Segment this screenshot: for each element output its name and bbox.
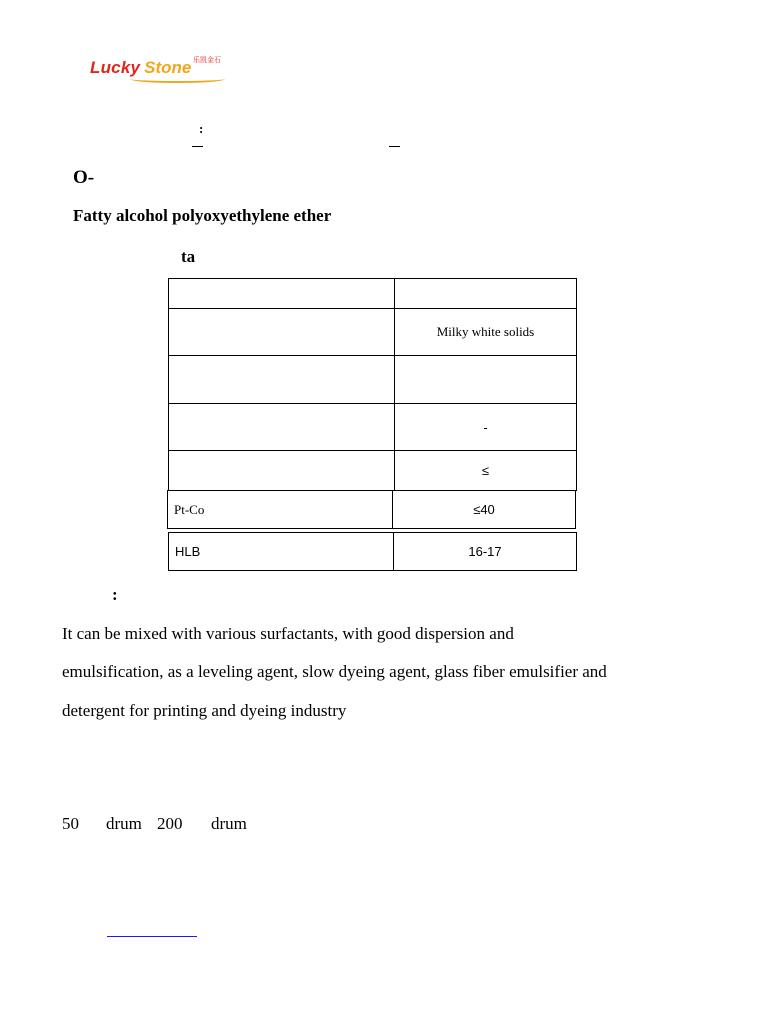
spec-value-cell	[395, 356, 577, 404]
logo-word-stone: Stone	[144, 58, 192, 77]
spec-value-cell: ≤	[395, 451, 577, 491]
table-row	[169, 279, 577, 309]
table-row	[169, 533, 577, 571]
hyperlink-underline[interactable]	[107, 936, 197, 937]
spec-label-cell	[169, 279, 395, 309]
table-row	[169, 451, 577, 491]
application-colon: :	[112, 585, 118, 604]
application-line: detergent for printing and dyeing industry	[62, 701, 347, 720]
header-underline-left	[192, 146, 203, 147]
application-line: It can be mixed with various surfactants, with good dispersion and	[62, 624, 514, 643]
application-line: emulsification, as a leveling agent, slow dyeing agent, glass fiber emulsifier and	[62, 662, 607, 681]
package-unit-2: drum	[211, 814, 247, 833]
table-row	[168, 491, 576, 529]
product-name: Fatty alcohol polyoxyethylene ether	[73, 206, 332, 225]
table-row	[169, 404, 577, 451]
spec-label-cell	[169, 309, 395, 356]
spec-value-cell	[395, 279, 577, 309]
header-underline-right	[389, 146, 400, 147]
table-row	[169, 356, 577, 404]
spec-value-cell: 16-17	[394, 533, 577, 571]
spec-label-cell	[169, 404, 395, 451]
spec-value-cell: ≤40	[393, 491, 576, 529]
logo-swoosh-graphic	[130, 75, 225, 83]
company-logo	[90, 58, 230, 84]
package-qty-2: 200	[157, 814, 183, 833]
spec-table-colour-row	[167, 490, 576, 529]
header-colon: :	[199, 121, 204, 136]
package-qty-1: 50	[62, 814, 79, 833]
logo-tagline: 乐凯金石	[193, 56, 221, 64]
spec-label-cell	[169, 356, 395, 404]
spec-value-cell: Milky white solids	[395, 309, 577, 356]
spec-label-cell: Pt-Co	[168, 491, 393, 529]
logo-word-lucky: Lucky	[90, 58, 141, 77]
spec-heading: ta	[181, 247, 196, 266]
spec-label-cell	[169, 451, 395, 491]
spec-value-cell: -	[395, 404, 577, 451]
spec-label-cell: HLB	[169, 533, 394, 571]
spec-table	[168, 278, 577, 491]
spec-table-hlb-row	[168, 532, 577, 571]
table-row	[169, 309, 577, 356]
package-unit-1: drum	[106, 814, 142, 833]
product-code: O-	[73, 167, 95, 188]
